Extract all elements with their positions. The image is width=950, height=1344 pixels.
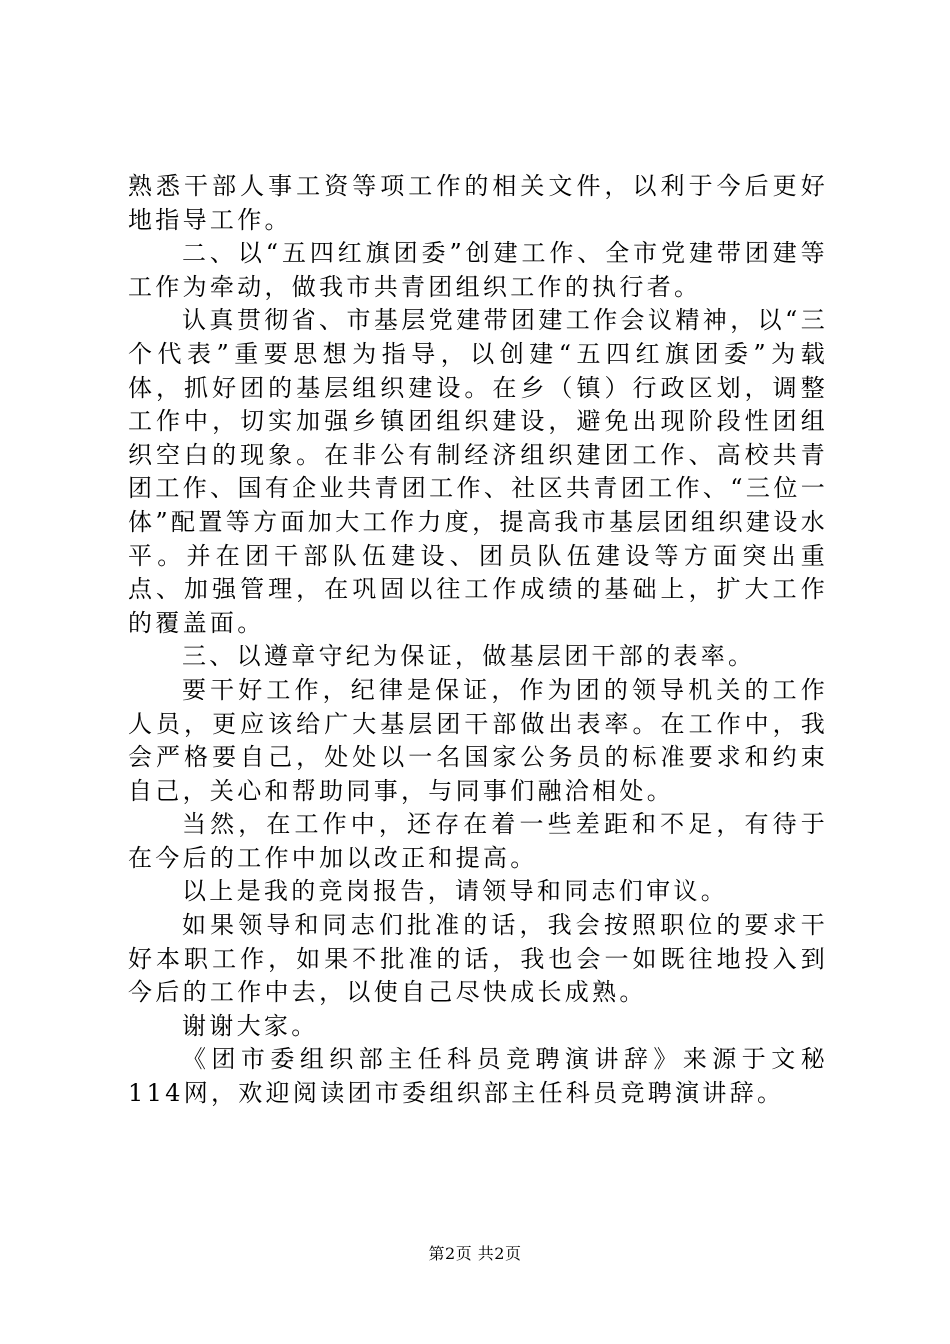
paragraph-body: 如果领导和同志们批准的话，我会按照职位的要求干好本职工作，如果不批准的话，我也会一如既往地投入到今后的工作中去，以使自己尽快成长成熟。 <box>128 911 828 1007</box>
paragraph-heading-three: 三、以遵章守纪为保证，做基层团干部的表率。 <box>182 642 756 671</box>
paragraph-continuation: 熟悉干部人事工资等项工作的相关文件，以利于今后更好地指导工作。 <box>128 172 828 234</box>
paragraph-body: 当然，在工作中，还存在着一些差距和不足，有待于在今后的工作中加以改正和提高。 <box>128 810 828 872</box>
paragraph-source-note: 《团市委组织部主任科员竞聘演讲辞》来源于文秘114网，欢迎阅读团市委组织部主任科员竞聘演讲辞。 <box>128 1045 828 1108</box>
paragraph-body: 认真贯彻省、市基层党建带团建工作会议精神，以“三个代表”重要思想为指导，以创建“五四红旗团委”为载体，抓好团的基层组织建设。在乡（镇）行政区划，调整工作中，切实加强乡镇团组织建设，避免出现阶段性团组织空白的现象。在非公有制经济组织建团工作、高校共青团工作、国有企业共青团工作、社区共青团工作、“三位一体”配置等方面加大工作力度，提高我市基层团组织建设水平。并在团干部队伍建设、团员队伍建设等方面突出重点、加强管理，在巩固以往工作成绩的基础上，扩大工作的覆盖面。 <box>128 306 828 637</box>
paragraph-body: 要干好工作，纪律是保证，作为团的领导机关的工作人员，更应该给广大基层团干部做出表率。在工作中，我会严格要自己，处处以一名国家公务员的标准要求和约束自己，关心和帮助同事，与同事们融洽相处。 <box>128 675 828 805</box>
paragraph-heading-two: 二、以“五四红旗团委”创建工作、全市党建带团建等工作为牵动，做我市共青团组织工作的执行者。 <box>128 239 828 301</box>
paragraph-thanks: 谢谢大家。 <box>182 1011 319 1040</box>
document-body <box>128 170 828 1111</box>
paragraph-body: 以上是我的竞岗报告，请领导和同志们审议。 <box>182 877 728 906</box>
page-number-footer: 第2页 共2页 <box>428 1244 522 1263</box>
